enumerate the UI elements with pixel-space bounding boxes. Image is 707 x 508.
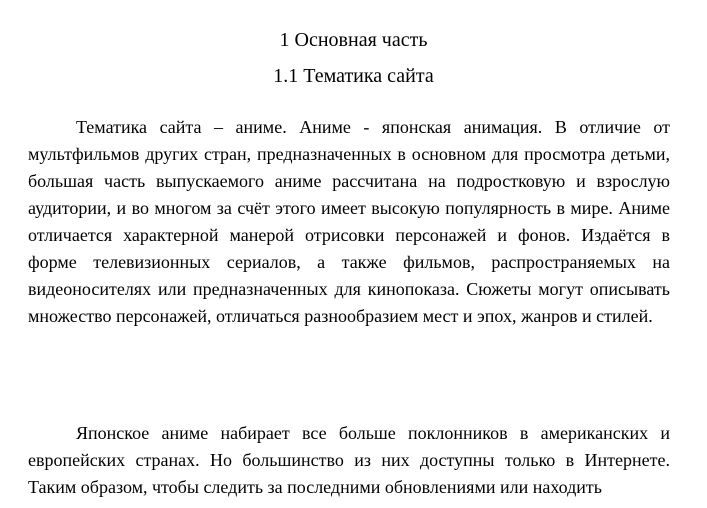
paragraph-anime-popularity: Японское аниме набирает все больше поклонников в американских и европейских странах. Но большинство из них доступны только в Интернете. Таким образом, чтобы следить за последними обновлениями или находить xyxy=(28,423,670,497)
subsection-heading: 1.1 Тематика сайта xyxy=(273,65,434,87)
paragraph-topic-description: Тематика сайта – аниме. Аниме - японская анимация. В отличие от мультфильмов других стран, предназначенных в основном для просмотра детьми, большая часть выпускаемого аниме рассчитана на подростковую и взрослую аудитории, и во многом за счёт этого имеет высокую популярность в мире. Аниме отличается характерной манерой отрисовки персонажей и фонов. Издаётся в форме телевизионных сериалов, а также фильмов, распространяемых на видеоносителях или предназначенных для кинопоказа. Сюжеты могут описывать множество персонажей, отличаться разнообразием мест и эпох, жанров и стилей. xyxy=(28,117,670,326)
section-heading: 1 Основная часть xyxy=(279,29,428,51)
